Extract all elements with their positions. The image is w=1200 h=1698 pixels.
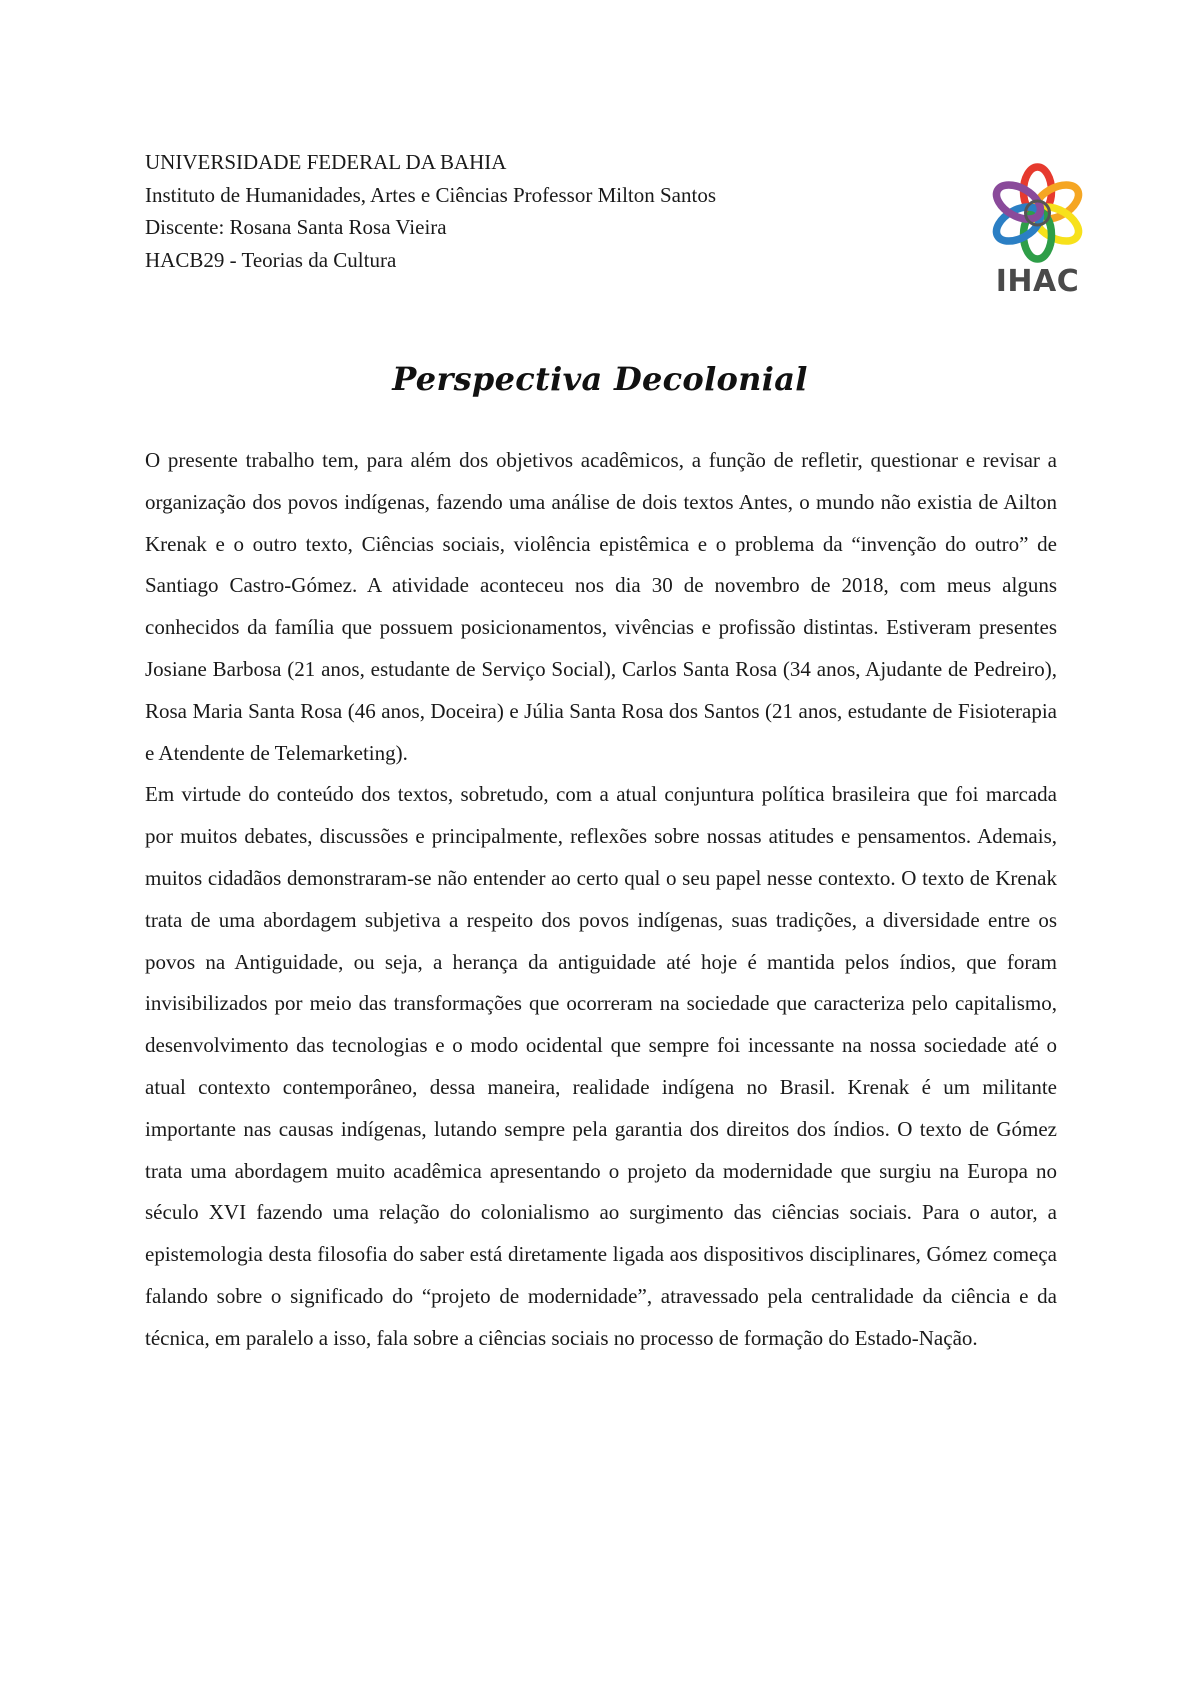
document-body [145, 440, 1057, 1360]
ihac-star-logo-icon [985, 163, 1090, 263]
student-name: Discente: Rosana Santa Rosa Vieira [145, 215, 447, 239]
course-name: HACB29 - Teorias da Cultura [145, 247, 397, 272]
logo-text: IHAC [995, 264, 1080, 299]
university-name: UNIVERSIDADE FEDERAL DA BAHIA [145, 150, 507, 174]
paragraph-1: O presente trabalho tem, para além dos objetivos acadêmicos, a função de refletir, questionar e revisar a organização dos povos indígenas, fazendo uma análise de dois textos Antes, o mundo não existia de Ailton Krenak e o outro texto, Ciências sociais, violência epistêmica e o problema da “invenção do outro” de Santiago Castro-Gómez. A atividade aconteceu nos dia 30 de novembro de 2018, com meus alguns conhecidos da família que possuem posicionamentos, vivências e profissão distintas. Estiveram presentes Josiane Barbosa (21 anos, estudante de Serviço Social), Carlos Santa Rosa (34 anos, Ajudante de Pedreiro), Rosa Maria Santa Rosa (46 anos, Doceira) e Júlia Santa Rosa dos Santos (21 anos, estudante de Fisioterapia e Atendente de Telemarketing). [145, 448, 1057, 765]
document-header [145, 146, 905, 276]
institute-name: Instituto de Humanidades, Artes e Ciências Professor Milton Santos [145, 182, 717, 207]
ihac-logo [985, 163, 1090, 301]
paragraph-2: Em virtude do conteúdo dos textos, sobretudo, com a atual conjuntura política brasileira que foi marcada por muitos debates, discussões e principalmente, reflexões sobre nossas atitudes e pensamentos. Ademais, muitos cidadãos demonstraram-se não entender ao certo qual o seu papel nesse contexto. O texto de Krenak trata de uma abordagem subjetiva a respeito dos povos indígenas, suas tradições, a diversidade entre os povos na Antiguidade, ou seja, a herança da antiguidade até hoje é mantida pelos índios, que foram invisibilizados por meio das transformações que ocorreram na sociedade que caracteriza pelo capitalismo, desenvolvimento das tecnologias e o modo ocidental que sempre foi incessante na nossa sociedade até o atual contexto contemporâneo, dessa maneira, realidade indígena no Brasil. Krenak é um militante importante nas causas indígenas, lutando sempre pela garantia dos direitos dos índios. O texto de Gómez trata uma abordagem muito acadêmica apresentando o projeto da modernidade que surgiu na Europa no século XVI fazendo uma relação do colonialismo ao surgimento das ciências sociais. Para o autor, a epistemologia desta filosofia do saber está diretamente ligada aos dispositivos disciplinares, Gómez começa falando sobre o significado do “projeto de modernidade”, atravessado pela centralidade da ciência e da técnica, em paralelo a isso, fala sobre a ciências sociais no processo de formação do Estado-Nação. [145, 782, 1057, 1350]
document-title: Perspectiva Decolonial [392, 360, 808, 398]
